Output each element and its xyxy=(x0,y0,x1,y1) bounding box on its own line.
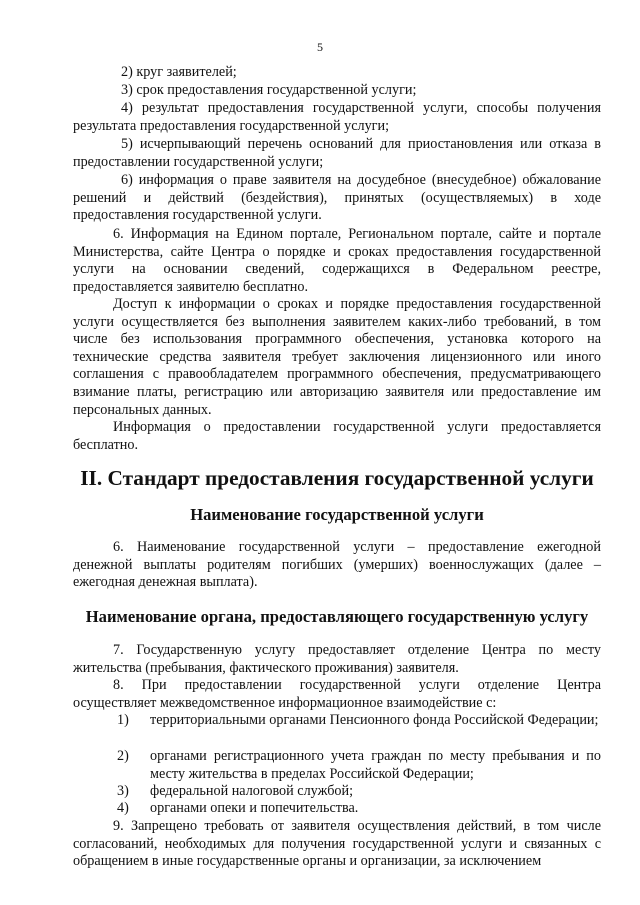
subheading-provider: Наименование органа, предоставляющего государственную услугу xyxy=(85,607,589,626)
section-heading: II. Стандарт предоставления государственной услуги xyxy=(80,466,594,490)
paragraph-interaction: 8. При предоставлении государственной услуги отделение Центра осуществляет межведомственное информационное взаимодействие с: xyxy=(73,677,601,711)
paragraph-prohibition: 9. Запрещено требовать от заявителя осуществления действий, в том числе согласований, необходимых для получения государственной услуги и связанных с обращением в иные государственные органы и организации, за исключением xyxy=(73,818,601,870)
paragraph-applicants: 2) круг заявителей; xyxy=(121,64,237,80)
list-item: 1) территориальными органами Пенсионного фонда Российской Федерации; xyxy=(117,712,599,728)
paragraph-access: Доступ к информации о сроках и порядке предоставления государственной услуги осуществляется без выполнения заявителем каких-либо требований, в том числе без использования программного обеспечения, установка которого на технические средства заявителя требует заключения лицензионного или иного соглашения с правообладателем программного обеспечения, предусматривающего взимание платы, регистрацию или авторизацию заявителя или предоставление им персональных данных. xyxy=(73,296,601,418)
page-number: 5 xyxy=(317,40,323,54)
paragraph-term: 3) срок предоставления государственной услуги; xyxy=(121,82,417,98)
paragraph-free-info: Информация о предоставлении государственной услуги предоставляется бесплатно. xyxy=(73,419,601,453)
list-item: 3) федеральной налоговой службой; xyxy=(117,783,354,799)
paragraph-service-name: 6. Наименование государственной услуги – предоставление ежегодной денежной выплаты родителям погибших (умерших) военнослужащих (далее – ежегодная денежная выплата). xyxy=(73,539,601,591)
paragraph-provider: 7. Государственную услугу предоставляет отделение Центра по месту жительства (пребывания, фактического проживания) заявителя. xyxy=(73,642,601,676)
paragraph-appeal-right: 6) информация о праве заявителя на досудебное (внесудебное) обжалование решений и действий (бездействия), принятых (осуществляемых) в ходе предоставления государственной услуги. xyxy=(73,172,601,224)
list-item: 4) органами опеки и попечительства. xyxy=(117,800,359,816)
paragraph-result: 4) результат предоставления государственной услуги, способы получения результата предоставления государственной услуги; xyxy=(73,100,601,134)
list-item: 2) органами регистрационного учета граждан по месту пребывания и по месту жительства в пределах Российской Федерации; xyxy=(117,748,601,782)
paragraph-grounds: 5) исчерпывающий перечень оснований для приостановления или отказа в предоставлении государственной услуги; xyxy=(73,136,601,170)
subheading-service-name: Наименование государственной услуги xyxy=(190,505,484,524)
paragraph-info-portals: 6. Информация на Едином портале, Региональном портале, сайте и портале Министерства, сайте Центра о порядке и сроках предоставления государственной услуги на основании сведений, содержащихся в Федеральном реестре, предоставляется заявителю бесплатно. xyxy=(73,226,601,295)
